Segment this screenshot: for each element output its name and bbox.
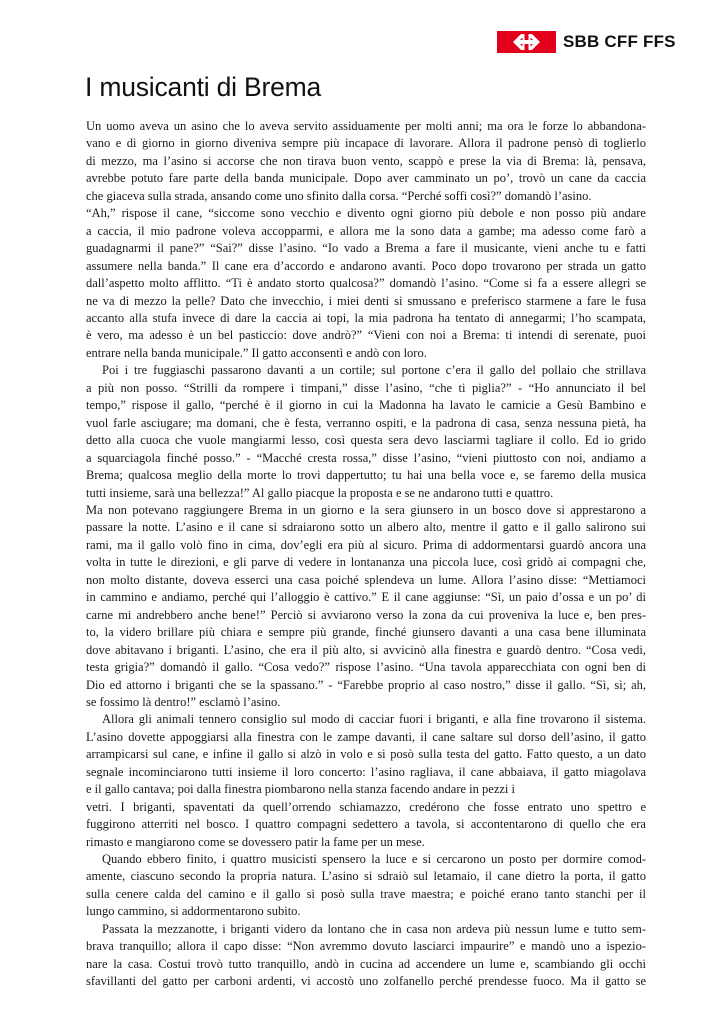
sbb-logo <box>497 31 676 53</box>
text-line: è vero, ma adesso è un bel pasticcio: dove andrò?” “Vieni con noi a Brema: ti intendi di serenate, puoi <box>86 328 646 343</box>
text-line: che giaceva sulla strada, ansando come uno sfinito dalla corsa. “Perché soffi così?” domandò l’asino. <box>86 188 592 203</box>
text-line: guadagnarmi il pane?” “Sai?” disse l’asino. “Io vado a Brema a fare il musicante, vieni anche tu e fatti <box>86 241 646 256</box>
text-line: vetri. I briganti, spaventati da quell’orrendo schiamazzo, credérono che fosse entrato uno spettro e <box>86 799 646 814</box>
text-line: carne mi andrebbero anche bene!” Perciò si avviarono verso la zona da cui proveniva la luce e, ben pres- <box>86 607 646 622</box>
text-line: ne va di mezzo la pelle? Dato che invecchio, i miei denti si smussano e preferisco starmene a fare le fusa <box>86 293 646 308</box>
brand-name: SBB CFF FFS <box>563 32 676 51</box>
text-line: accanto alla stufa invece di dare la caccia ai topi, la mia padrona ha tentato di annegarmi; l’ho scampata, <box>86 310 646 325</box>
text-line: Un uomo aveva un asino che lo aveva servito assiduamente per molti anni; ma ora le forze lo abbandona- <box>86 119 646 133</box>
text-line: in cammino e andiamo, perché qui l’alloggio è cattivo.” E il cane aggiunse: “Sì, un paio d’ossa e un po’ di <box>86 590 646 605</box>
text-line: tutti insieme, sarà una bellezza!” Al gallo piacque la proposta e se ne andarono tutti e quattro. <box>86 485 554 500</box>
text-line: L’asino dovette appoggiarsi alla finestra con le zampe davanti, il cane saltare sul dorso dell’asino, il gatto <box>86 729 646 744</box>
text-line: passare la notte. L’asino e il cane si sdraiarono sotto un albero alto, mentre il gatto e il gallo salirono sui <box>86 520 646 535</box>
text-line: vuol farle asciugare; ma domani, che è festa, verranno ospiti, e la padrona di casa, senza nessuna pietà, ha <box>86 415 646 430</box>
text-line: Dio ed attorno i briganti che se la spassano.” - “Farebbe proprio al caso nostro,” disse il gallo. “Sì, sì; ah, <box>86 677 646 692</box>
text-line: Allora gli animali tennero consiglio sul modo di cacciar fuori i briganti, e alla fine trovarono il sistema. <box>102 712 646 727</box>
swiss-railways-arrows-icon <box>497 31 556 53</box>
text-line: e il gallo cantava; poi dalla finestra piombarono nella stanza facendo andare in pezzi i <box>86 782 515 797</box>
text-line: a più non posso. “Strilli da rompere i timpani,” disse l’asino, “che ti piglia?” - “Ho annunciato il bel <box>86 380 646 395</box>
text-line: volta in tutte le direzioni, e gli parve di vedere in lontananza una piccola luce, così gridò ai compagni che, <box>86 555 646 570</box>
story-text <box>86 118 646 991</box>
text-line: vano e di giorno in giorno diveniva sempre più incapace di lavorare. Allora il padrone pensò di toglierlo <box>86 136 646 151</box>
text-line: non molto distante, doveva esserci una casa poiché splendeva un lume. Allora l’asino disse: “Mettiamoci <box>86 572 646 587</box>
text-line: segnale incominciarono tutti insieme il loro concerto: l’asino ragliava, il cane abbaiava, il gatto miagolava <box>86 764 646 779</box>
text-line: a caccia, il mio padrone voleva accopparmi, e allora me la sono data a gambe; ma adesso come farò a <box>86 223 646 238</box>
text-line: Quando ebbero finito, i quattro musicisti spensero la luce e si cercarono un posto per dormire comod- <box>102 852 646 867</box>
text-line: arrampicarsi sul cane, e infine il gallo si alzò in volo e si posò sulla testa del gatto. Fatto questo, a un dato <box>86 747 646 762</box>
text-line: sfavillanti del gatto per carboni ardenti, vi accostò uno zolfanello perché prendesse fuoco. Ma il gatto se <box>86 974 646 989</box>
text-line: fuggirono atterriti nel bosco. I quattro compagni sedettero a tavola, si accontentarono di quello che era <box>86 817 646 832</box>
text-line: Poi i tre fuggiaschi passarono davanti a un cortile; sul portone c’era il gallo del pollaio che strillava <box>102 363 646 378</box>
text-line: se fossimo là dentro!” esclamò l’asino. <box>86 694 281 709</box>
text-line: nare la casa. Costui trovò tutto tranquillo, andò in cucina ad accendere un lume e, scambiando gli occhi <box>86 956 646 971</box>
text-line: detto alla cuoca che vuole mangiarmi lesso, così questa sera devo lasciarmi tagliare il collo. Ed io grido <box>86 433 646 448</box>
text-line: Passata la mezzanotte, i briganti videro da lontano che in casa non ardeva più nessun lume e tutto sem- <box>102 921 646 936</box>
text-line: dove abitavano i briganti. L’asino, che era il più alto, si avvicinò alla finestra e guardò dentro. “Cosa vedi, <box>86 642 646 657</box>
text-line: dall’aspetto molto afflitto. “Ti è andato storto qualcosa?” domandò l’asino. “Come si fa a essere allegri se <box>86 276 646 291</box>
text-line: avrebbe potuto fare parte della banda municipale. Dopo aver camminato un po’, trovò un cane da caccia <box>86 171 646 186</box>
text-line: sulla cenere calda del camino e il gallo si posò sulla trave maestra; e poiché erano tanto stanchi per il <box>86 886 646 901</box>
text-line: Brema; qualcosa meglio della morte lo trovi dappertutto; tu hai una bella voce e, se faremo della musica <box>86 468 646 483</box>
text-line: lungo cammino, si addormentarono subito. <box>86 904 301 919</box>
text-line: testa grigia?” domandò il gallo. “Cosa vedo?” rispose l’asino. “Una tavola apparecchiata con ogni ben di <box>86 660 646 675</box>
page-title: I musicanti di Brema <box>85 72 322 102</box>
text-line: a squarciagola finché posso.” - “Macché cresta rossa,” disse l’asino, “vieni piuttosto con noi, andiamo a <box>86 450 646 465</box>
text-line: assumere nella banda.” Il cane era d’accordo e andarono avanti. Poco dopo trovarono per strada un gatto <box>86 258 646 273</box>
text-line: tempo,” rispose il gallo, “perché è il giorno in cui la Madonna ha lavato le camicie a Gesù Bambino e <box>86 398 646 413</box>
text-line: rami, ma il gallo volò fino in cima, dov’egli era più al sicuro. Prima di addormentarsi guardò ancora una <box>86 537 646 552</box>
text-line: amente, ciascuno secondo la propria natura. L’asino si sdraiò sul letamaio, il cane dietro la porta, il gatto <box>86 869 646 884</box>
text-line: brava tranquillo; allora il capo disse: “Non avremmo dovuto lasciarci impaurire” e mandò uno a ispezio- <box>86 939 646 954</box>
text-line: di mezzo, ma l’asino si accorse che non tirava buon vento, scappò e prese la via di Brema: là, pensava, <box>86 153 646 168</box>
text-line: to, la videro brillare più chiara e sempre più grande, finché giunsero davanti a una casa bene illuminata <box>86 625 646 640</box>
text-line: entrare nella banda municipale.” Il gatto acconsentì e andò con loro. <box>86 345 427 360</box>
text-line: “Ah,” rispose il cane, “siccome sono vecchio e divento ogni giorno più debole e non posso più andare <box>86 206 646 221</box>
text-line: rimasto e mangiarono come se dovessero patir la fame per un mese. <box>86 834 425 849</box>
text-line: Ma non potevano raggiungere Brema in un giorno e la sera giunsero in un bosco dove si apprestarono a <box>86 502 646 517</box>
